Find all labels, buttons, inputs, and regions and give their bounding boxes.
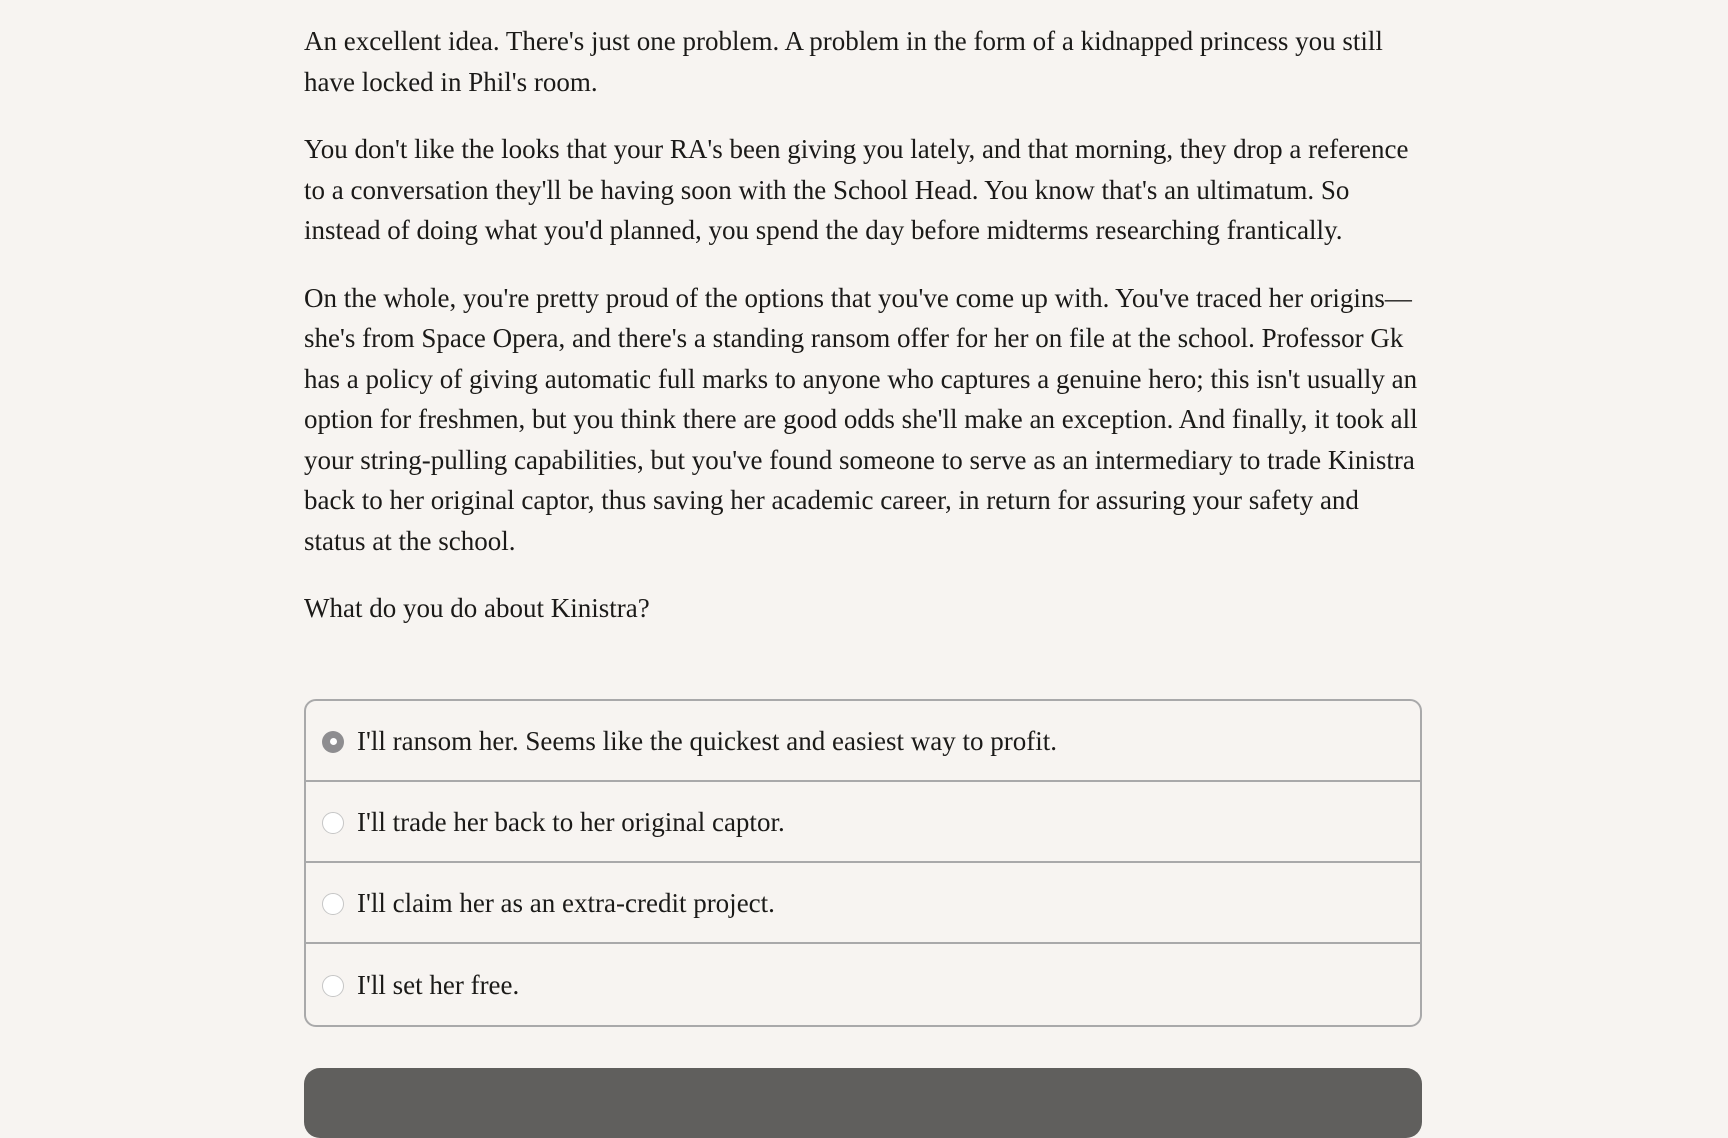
story-paragraph: On the whole, you're pretty proud of the options that you've come up with. You've traced her origins—she's from Space Opera, and there's a standing ransom offer for her on file at the school. Professor Gk has a policy of giving automatic full marks to anyone who captures a genuine hero; this isn't usually an option for freshmen, but you think there are good odds she'll make an exception. And finally, it took all your string-pulling capabilities, but you've found someone to serve as an intermediary to trade Kinistra back to her original captor, thus saving her academic career, in return for assuring your safety and status at the school. xyxy=(304,282,1418,556)
choice-option-extra-credit[interactable] xyxy=(306,863,1420,944)
story-column xyxy=(304,21,1424,629)
next-button[interactable] xyxy=(304,1068,1422,1138)
choice-question: What do you do about Kinistra? xyxy=(304,593,650,623)
choice-option-trade[interactable] xyxy=(306,782,1420,863)
choice-label: I'll claim her as an extra-credit project. xyxy=(357,887,775,918)
choice-option-free[interactable] xyxy=(306,944,1420,1025)
radio-unchecked-icon[interactable] xyxy=(322,812,344,834)
choice-list xyxy=(304,699,1422,1027)
radio-unchecked-icon[interactable] xyxy=(322,975,344,997)
choice-label: I'll ransom her. Seems like the quickest and easiest way to profit. xyxy=(357,725,1057,756)
story-paragraph: You don't like the looks that your RA's been giving you lately, and that morning, they drop a reference to a conversation they'll be having soon with the School Head. You know that's an ultimatum. So instead of doing what you'd planned, you spend the day before midterms researching frantically. xyxy=(304,134,1409,245)
choice-option-ransom[interactable] xyxy=(306,701,1420,782)
story-text xyxy=(304,21,1424,561)
story-paragraph: An excellent idea. There's just one problem. A problem in the form of a kidnapped princess you still have locked in Phil's room. xyxy=(304,26,1383,97)
radio-unchecked-icon[interactable] xyxy=(322,893,344,915)
choice-label: I'll set her free. xyxy=(357,969,520,1000)
choice-label: I'll trade her back to her original captor. xyxy=(357,806,785,837)
radio-checked-icon[interactable] xyxy=(322,731,344,753)
